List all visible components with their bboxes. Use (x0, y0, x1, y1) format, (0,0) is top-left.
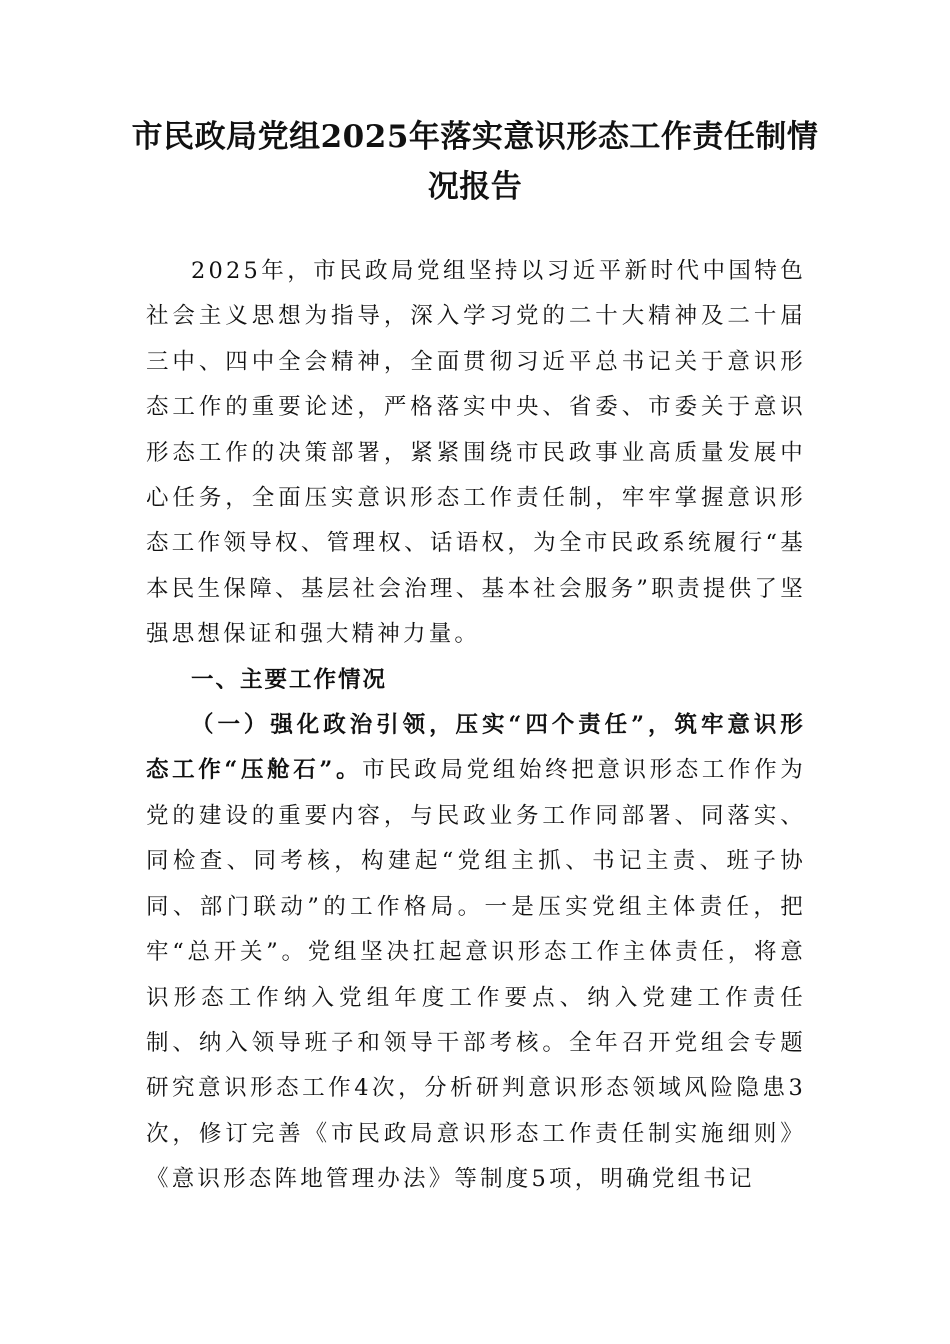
document-body (146, 249, 806, 1203)
document-title: 市民政局党组2025年落实意识形态工作责任制情况报告 (131, 119, 819, 205)
subsection-paragraph (146, 703, 806, 1202)
subsection-body: 市民政局党组始终把意识形态工作作为党的建设的重要内容，与民政业务工作同部署、同落实、同检查、同考核，构建起“党组主抓、书记主责、班子协同、部门联动”的工作格局。一是压实党组主体责任，把牢“总开关”。党组坚决扛起意识形态工作主体责任，将意识形态工作纳入党组年度工作要点、纳入党建工作责任制、纳入领导班子和领导干部考核。全年召开党组会专题研究意识形态工作4次，分析研判意识形态领域风险隐患3次，修订完善《市民政局意识形态工作责任制实施细则》《意识形态阵地管理办法》等制度5项，明确党组书记 (146, 757, 807, 1193)
intro-paragraph: 2025年，市民政局党组坚持以习近平新时代中国特色社会主义思想为指导，深入学习党的二十大精神及二十届三中、四中全会精神，全面贯彻习近平总书记关于意识形态工作的重要论述，严格落实中央、省委、市委关于意识形态工作的决策部署，紧紧围绕市民政事业高质量发展中心任务，全面压实意识形态工作责任制，牢牢掌握意识形态工作领导权、管理权、话语权，为全市民政系统履行“基本民生保障、基层社会治理、基本社会服务”职责提供了坚强思想保证和强大精神力量。 (146, 258, 806, 648)
section-heading: 一、主要工作情况 (191, 666, 388, 693)
subsection-lead: （一）强化政治引领，压实“四个责任”，筑牢意识形态工作“压舱石”。 (146, 712, 806, 784)
